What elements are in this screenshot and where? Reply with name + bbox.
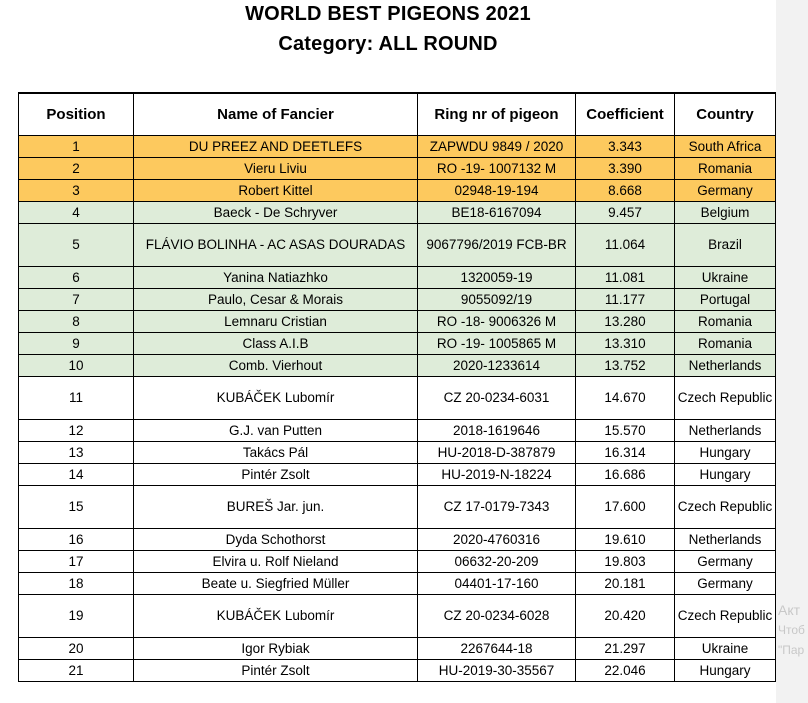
- cell-position: 3: [19, 180, 134, 202]
- table-header-row: [19, 93, 776, 136]
- cell-position: 19: [19, 595, 134, 638]
- cell-position: 1: [19, 136, 134, 158]
- table-row: [19, 529, 776, 551]
- table-row: [19, 638, 776, 660]
- cell-fancier-name: Class A.I.B: [134, 333, 418, 355]
- cell-ring-number: HU-2018-D-387879: [418, 442, 576, 464]
- table-body: [19, 136, 776, 682]
- table-row: [19, 355, 776, 377]
- cell-ring-number: RO -18- 9006326 M: [418, 311, 576, 333]
- table-row: [19, 486, 776, 529]
- scroll-area[interactable]: [776, 0, 808, 703]
- cell-fancier-name: KUBÁČEK Lubomír: [134, 595, 418, 638]
- table-row: [19, 442, 776, 464]
- cell-country: Netherlands: [675, 420, 776, 442]
- table-row: [19, 377, 776, 420]
- table-row: [19, 420, 776, 442]
- cell-position: 9: [19, 333, 134, 355]
- cell-position: 11: [19, 377, 134, 420]
- cell-fancier-name: Lemnaru Cristian: [134, 311, 418, 333]
- cell-coefficient: 8.668: [576, 180, 675, 202]
- cell-country: Portugal: [675, 289, 776, 311]
- cell-position: 10: [19, 355, 134, 377]
- cell-country: Romania: [675, 158, 776, 180]
- cell-ring-number: 1320059-19: [418, 267, 576, 289]
- cell-ring-number: 9067796/2019 FCB-BR: [418, 224, 576, 267]
- cell-coefficient: 3.343: [576, 136, 675, 158]
- cell-country: Germany: [675, 573, 776, 595]
- cell-fancier-name: BUREŠ Jar. jun.: [134, 486, 418, 529]
- cell-ring-number: 2020-1233614: [418, 355, 576, 377]
- cell-fancier-name: G.J. van Putten: [134, 420, 418, 442]
- cell-fancier-name: Dyda Schothorst: [134, 529, 418, 551]
- table-row: [19, 311, 776, 333]
- watermark-line-3: "Пар: [778, 643, 805, 657]
- cell-country: Germany: [675, 551, 776, 573]
- cell-country: Hungary: [675, 660, 776, 682]
- cell-country: Czech Republic: [675, 377, 776, 420]
- cell-ring-number: CZ 20-0234-6031: [418, 377, 576, 420]
- cell-position: 17: [19, 551, 134, 573]
- cell-position: 2: [19, 158, 134, 180]
- cell-country: Hungary: [675, 464, 776, 486]
- table-row: [19, 660, 776, 682]
- cell-country: Czech Republic: [675, 486, 776, 529]
- cell-country: Netherlands: [675, 355, 776, 377]
- cell-fancier-name: Beate u. Siegfried Müller: [134, 573, 418, 595]
- cell-fancier-name: Vieru Liviu: [134, 158, 418, 180]
- cell-fancier-name: Comb. Vierhout: [134, 355, 418, 377]
- cell-position: 14: [19, 464, 134, 486]
- cell-coefficient: 20.420: [576, 595, 675, 638]
- table-row: [19, 224, 776, 267]
- cell-position: 6: [19, 267, 134, 289]
- table-row: [19, 573, 776, 595]
- cell-coefficient: 15.570: [576, 420, 675, 442]
- cell-ring-number: 04401-17-160: [418, 573, 576, 595]
- cell-country: Ukraine: [675, 638, 776, 660]
- column-header-country: Country: [675, 93, 776, 136]
- table-row: [19, 289, 776, 311]
- cell-coefficient: 19.803: [576, 551, 675, 573]
- watermark-line-2: Чтоб: [778, 623, 805, 637]
- cell-position: 5: [19, 224, 134, 267]
- cell-fancier-name: DU PREEZ AND DEETLEFS: [134, 136, 418, 158]
- cell-position: 18: [19, 573, 134, 595]
- cell-coefficient: 11.064: [576, 224, 675, 267]
- table-row: [19, 464, 776, 486]
- table-row: [19, 595, 776, 638]
- cell-coefficient: 13.310: [576, 333, 675, 355]
- cell-coefficient: 11.177: [576, 289, 675, 311]
- table-row: [19, 158, 776, 180]
- cell-coefficient: 22.046: [576, 660, 675, 682]
- table-row: [19, 333, 776, 355]
- cell-position: 4: [19, 202, 134, 224]
- cell-country: Ukraine: [675, 267, 776, 289]
- cell-country: Romania: [675, 333, 776, 355]
- cell-fancier-name: Pintér Zsolt: [134, 660, 418, 682]
- cell-position: 7: [19, 289, 134, 311]
- cell-fancier-name: Paulo, Cesar & Morais: [134, 289, 418, 311]
- column-header-name: Name of Fancier: [134, 93, 418, 136]
- table-row: [19, 180, 776, 202]
- cell-country: Hungary: [675, 442, 776, 464]
- cell-position: 16: [19, 529, 134, 551]
- cell-coefficient: 13.752: [576, 355, 675, 377]
- cell-coefficient: 11.081: [576, 267, 675, 289]
- cell-country: South Africa: [675, 136, 776, 158]
- cell-position: 15: [19, 486, 134, 529]
- page-title: WORLD BEST PIGEONS 2021: [245, 3, 531, 25]
- cell-coefficient: 17.600: [576, 486, 675, 529]
- cell-coefficient: 16.314: [576, 442, 675, 464]
- column-header-position: Position: [19, 93, 134, 136]
- cell-fancier-name: Pintér Zsolt: [134, 464, 418, 486]
- activation-watermark: [778, 600, 808, 660]
- cell-position: 20: [19, 638, 134, 660]
- cell-coefficient: 19.610: [576, 529, 675, 551]
- cell-ring-number: CZ 20-0234-6028: [418, 595, 576, 638]
- cell-country: Romania: [675, 311, 776, 333]
- cell-coefficient: 3.390: [576, 158, 675, 180]
- cell-coefficient: 14.670: [576, 377, 675, 420]
- cell-position: 13: [19, 442, 134, 464]
- cell-country: Belgium: [675, 202, 776, 224]
- cell-coefficient: 16.686: [576, 464, 675, 486]
- table-row: [19, 551, 776, 573]
- cell-fancier-name: Baeck - De Schryver: [134, 202, 418, 224]
- cell-coefficient: 21.297: [576, 638, 675, 660]
- column-header-coefficient: Coefficient: [576, 93, 675, 136]
- cell-country: Czech Republic: [675, 595, 776, 638]
- cell-ring-number: BE18-6167094: [418, 202, 576, 224]
- cell-position: 8: [19, 311, 134, 333]
- table-row: [19, 202, 776, 224]
- ranking-table: [18, 92, 776, 682]
- column-header-ring: Ring nr of pigeon: [418, 93, 576, 136]
- cell-ring-number: RO -19- 1005865 M: [418, 333, 576, 355]
- cell-ring-number: HU-2019-30-35567: [418, 660, 576, 682]
- cell-ring-number: 2018-1619646: [418, 420, 576, 442]
- cell-fancier-name: FLÁVIO BOLINHA - AC ASAS DOURADAS: [134, 224, 418, 267]
- table-row: [19, 136, 776, 158]
- cell-position: 21: [19, 660, 134, 682]
- cell-coefficient: 9.457: [576, 202, 675, 224]
- page-subtitle: Category: ALL ROUND: [278, 33, 498, 55]
- cell-fancier-name: Igor Rybiak: [134, 638, 418, 660]
- cell-fancier-name: Yanina Natiazhko: [134, 267, 418, 289]
- cell-country: Brazil: [675, 224, 776, 267]
- cell-fancier-name: KUBÁČEK Lubomír: [134, 377, 418, 420]
- cell-fancier-name: Robert Kittel: [134, 180, 418, 202]
- watermark-line-1: Акт: [778, 602, 801, 618]
- cell-country: Germany: [675, 180, 776, 202]
- cell-ring-number: 2020-4760316: [418, 529, 576, 551]
- cell-ring-number: 02948-19-194: [418, 180, 576, 202]
- cell-country: Netherlands: [675, 529, 776, 551]
- cell-ring-number: HU-2019-N-18224: [418, 464, 576, 486]
- table-row: [19, 267, 776, 289]
- cell-coefficient: 20.181: [576, 573, 675, 595]
- cell-coefficient: 13.280: [576, 311, 675, 333]
- cell-ring-number: CZ 17-0179-7343: [418, 486, 576, 529]
- cell-position: 12: [19, 420, 134, 442]
- cell-ring-number: 9055092/19: [418, 289, 576, 311]
- cell-ring-number: RO -19- 1007132 M: [418, 158, 576, 180]
- cell-fancier-name: Elvira u. Rolf Nieland: [134, 551, 418, 573]
- cell-ring-number: 06632-20-209: [418, 551, 576, 573]
- cell-fancier-name: Takács Pál: [134, 442, 418, 464]
- cell-ring-number: 2267644-18: [418, 638, 576, 660]
- cell-ring-number: ZAPWDU 9849 / 2020: [418, 136, 576, 158]
